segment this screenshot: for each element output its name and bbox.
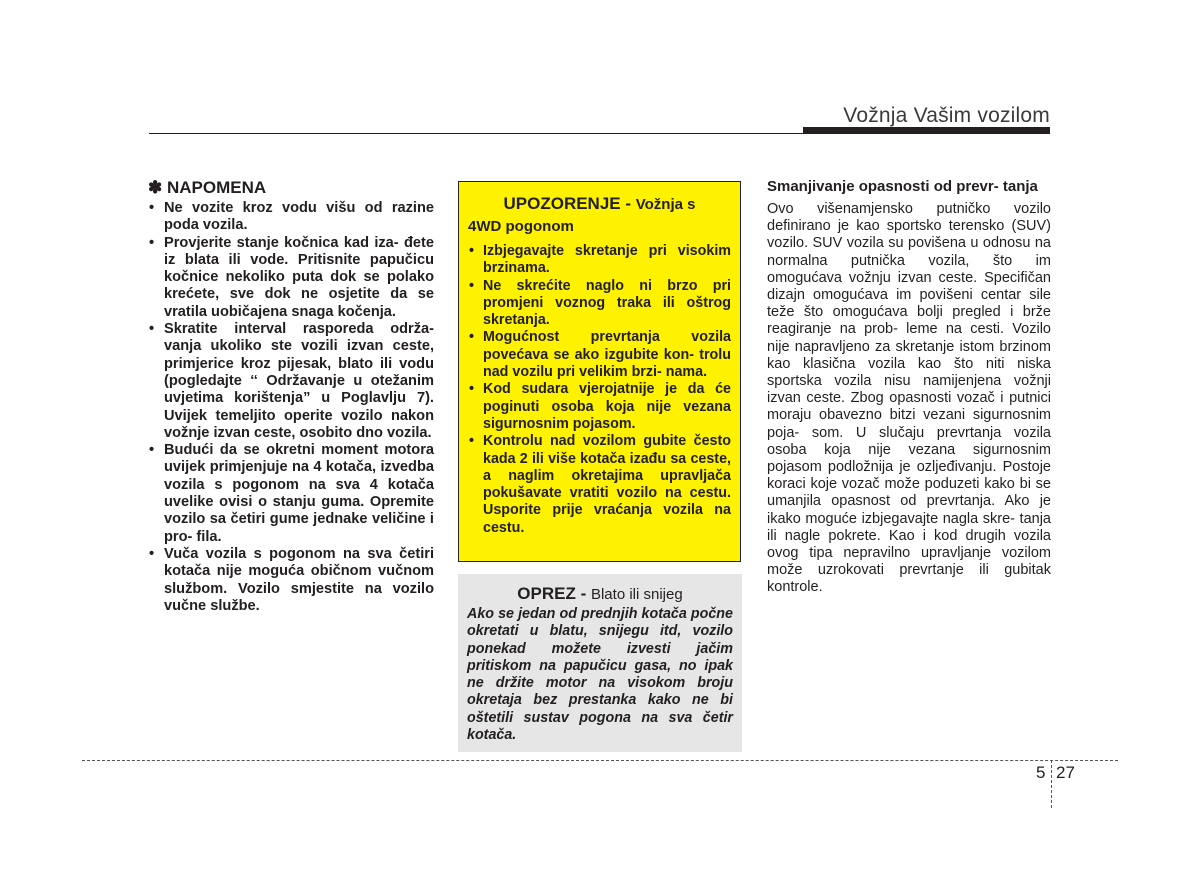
- warning-box: [458, 181, 741, 562]
- page-number: 27: [1056, 763, 1075, 782]
- warning-title-line2: 4WD pogonom: [468, 218, 574, 235]
- note-item: • Vuča vozila s pogonom na sva četiri kotača nije moguća običnom vučnom službom. Vozilo smjestite na vozilo vučne službe.: [148, 546, 434, 615]
- warning-item: • Mogućnost prevrtanja vozila povećava se ako izgubite kon- trolu nad vozilu pri velikim brzi- nama.: [468, 329, 731, 381]
- header-rule: [149, 133, 1050, 134]
- warning-title-main: UPOZORENJE -: [503, 194, 636, 213]
- warning-title-sub: Vožnja s: [635, 196, 696, 213]
- warning-item: • Kontrolu nad vozilom gubite često kada 2 ili više kotača izađu sa ceste, a naglim okretajima upravljača pokušavate vratiti vozilo na cestu. Usporite prije vraćanja vozila na cestu.: [468, 433, 731, 537]
- footer-divider: [1051, 760, 1052, 808]
- caution-box: [458, 574, 742, 752]
- caution-text: Ako se jedan od prednjih kotača počne okretati u blatu, snijegu itd, vozilo ponekad možete izvesti jačim pritiskom na papučicu gasa, no ipak ne držite motor na visokom broju okretaja bez prestanka kako ne bi oštetili sustav pogona na sva četir kotača.: [467, 606, 733, 744]
- chapter-number: 5: [1036, 763, 1046, 782]
- note-item: • Skratite interval rasporeda održa- vanja ukoliko ste vozili izvan ceste, primjerice kroz pijesak, blato ili vodu (pogledajte ‘‘ Održavanje u otežanim uvjetima korištenja” u Poglavlju 7). Uvijek temeljito operite vozilo nakon vožnje izvan ceste, osobito dno vozila.: [148, 321, 434, 442]
- warning-item: • Izbjegavajte skretanje pri visokim brzinama.: [468, 243, 731, 278]
- warning-item: • Ne skrećite naglo ni brzo pri promjeni voznog traka ili oštrog skretanja.: [468, 278, 731, 330]
- caution-title-sub: Blato ili snijeg: [590, 586, 683, 603]
- warning-list: [468, 243, 731, 537]
- note-heading: [148, 178, 434, 198]
- footer-rule: [82, 760, 1118, 761]
- page-header-title: Vožnja Vašim vozilom: [843, 104, 1050, 127]
- caution-title-main: OPREZ -: [517, 584, 591, 603]
- warning-item: • Kod sudara vjerojatnije je da će poginuti osoba koja nije vezana sigurnosnim pojasom.: [468, 381, 731, 433]
- rollover-section: [767, 178, 1051, 597]
- note-column: [148, 178, 434, 615]
- note-item: • Provjerite stanje kočnica kad iza- đete iz blata ili vode. Pritisnite papučicu kočnice nekoliko puta dok se polako krećete, sve dok ne osjetite da se vratila uobičajena snaga kočenja.: [148, 235, 434, 321]
- section-title: Smanjivanje opasnosti od prevr- tanja: [767, 178, 1038, 195]
- caution-title: [467, 584, 733, 604]
- note-asterisk-icon: ✽: [148, 178, 163, 197]
- note-item: • Budući da se okretni moment motora uvijek primjenjuje na 4 kotača, izvedba vozila s pogonom na sva 4 kotača uvelike ovisi o stanju guma. Opremite vozilo sa četiri gume jednake veličine i pro- fila.: [148, 442, 434, 546]
- note-item: • Ne vozite kroz vodu višu od razine poda vozila.: [148, 200, 434, 235]
- note-title: NAPOMENA: [166, 178, 267, 197]
- section-body: Ovo višenamjensko putničko vozilo definirano je kao sportsko terensko (SUV) vozilo. SUV vozila su povišena u odnosu na normalna putnička vozila, što im omogućava vožnju izvan ceste. Specifičan dizajn omogućava im povišeni centar sile teže što omogućava bolji pregled i brže reagiranje na prob- leme na cesti. Vozilo nije napravljeno za skretanje istom brzinom kao klasična vozila kao što niti niska sportska vozila nisu namijenjena vožnji izvan ceste. Zbog opasnosti vozač i putnici moraju obavezno bitzi vezani sigurnosnim poja- som. U slučaju prevrtanja vozila osoba koja nije vezana sigurnosnim pojasom podložnija je ozljeđivanju. Postoje koraci koje vozač može poduzeti kako bi se umanjila opasnost od prevrtanja. Ako je ikako moguće izbjegavajte nagla skre- tanja ili nagle pokrete. Kao i kod drugih vozila ovog tipa nepravilno upravljanje vozilom može uzrokovati prevrtanje ili gubitak kontrole.: [767, 201, 1051, 596]
- note-list: [148, 200, 434, 615]
- warning-title: [468, 194, 731, 215]
